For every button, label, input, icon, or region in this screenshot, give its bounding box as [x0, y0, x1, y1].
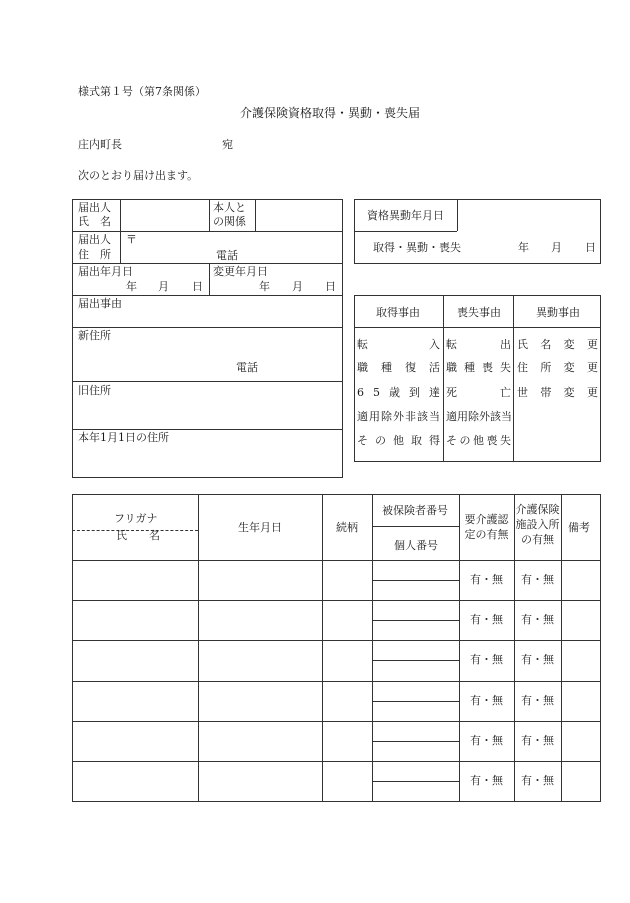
notifier-phone-label: 電話 [216, 249, 238, 262]
birth-date-header: 生年月日 [238, 521, 282, 534]
relation-label-1: 本人と [213, 201, 246, 214]
loss-reason-item[interactable]: そ の 他 喪 失 [446, 434, 511, 447]
change-date-label: 変更年月日 [213, 265, 268, 278]
loss-reason-item[interactable]: 職 種 喪 失 [446, 361, 511, 374]
qualification-day: 日 [585, 241, 596, 254]
furigana-header: フリガナ [114, 512, 158, 525]
submit-month: 月 [158, 280, 169, 293]
care-choice[interactable]: 有・無 [470, 653, 503, 666]
facility-choice[interactable]: 有・無 [521, 573, 554, 586]
new-address-field[interactable] [73, 328, 342, 381]
change-reason-item[interactable]: 氏 名 変 更 [517, 338, 598, 351]
notifier-address-label-1: 届出人 [78, 233, 111, 246]
loss-reason-header: 喪失事由 [457, 306, 501, 319]
care-choice[interactable]: 有・無 [470, 573, 503, 586]
care-choice[interactable]: 有・無 [470, 613, 503, 626]
relation-field[interactable] [256, 200, 342, 231]
care-choice[interactable]: 有・無 [470, 694, 503, 707]
change-reason-header: 異動事由 [536, 306, 580, 319]
loss-reason-item[interactable]: 死 亡 [446, 386, 511, 399]
reason-label: 届出事由 [78, 297, 122, 310]
acquisition-reason-item[interactable]: 職 種 復 活 [357, 361, 440, 374]
intro-text: 次のとおり届け出ます。 [78, 169, 199, 182]
remarks-header: 備考 [568, 521, 590, 534]
personal-number-header: 個人番号 [394, 539, 438, 552]
new-phone-label: 電話 [236, 361, 258, 374]
submit-year: 年 [126, 280, 137, 293]
notifier-name-field[interactable] [121, 200, 209, 231]
jan1-address-field[interactable] [73, 430, 342, 477]
qualification-month: 月 [551, 241, 562, 254]
acquisition-reason-item[interactable]: 転 入 [357, 338, 440, 351]
notifier-name-label-2: 氏 名 [78, 215, 111, 228]
insured-number-header: 被保険者番号 [382, 504, 448, 517]
new-address-label: 新住所 [78, 329, 111, 342]
change-month: 月 [292, 280, 303, 293]
form-title: 介護保険資格取得・異動・喪失届 [240, 106, 421, 120]
name-header: 氏 名 [116, 529, 160, 542]
old-address-field[interactable] [73, 382, 342, 429]
change-kinds[interactable]: 取得・異動・喪失 [373, 241, 461, 254]
facility-choice[interactable]: 有・無 [521, 653, 554, 666]
acquisition-reason-item[interactable]: 6 5 歳 到 達 [357, 386, 440, 399]
qualification-change-date-label: 資格異動年月日 [367, 209, 444, 222]
honorific: 宛 [222, 138, 233, 151]
form-number: 様式第１号（第7条関係） [78, 85, 206, 98]
loss-reason-item[interactable]: 適 用 除 外 該 当 [446, 410, 512, 423]
care-certification-header: 要介護認 定の有無 [464, 513, 509, 541]
notifier-address-field[interactable] [121, 232, 342, 263]
addressee: 庄内町長 [78, 138, 122, 151]
relation-label-2: の関係 [213, 215, 246, 228]
acquisition-reason-item[interactable]: そ の 他 取 得 [357, 434, 440, 447]
old-address-label: 旧住所 [78, 384, 111, 397]
loss-reason-item[interactable]: 転 出 [446, 338, 511, 351]
facility-choice[interactable]: 有・無 [521, 613, 554, 626]
submit-date-label: 届出年月日 [78, 265, 133, 278]
acquisition-reason-item[interactable]: 適 用 除 外 非 該 当 [357, 410, 440, 423]
notifier-address-label-2: 住 所 [78, 248, 111, 261]
submit-day: 日 [192, 280, 203, 293]
jan1-address-label: 本年1月1日の住所 [78, 431, 169, 444]
facility-choice[interactable]: 有・無 [521, 734, 554, 747]
qualification-year: 年 [518, 241, 529, 254]
care-choice[interactable]: 有・無 [470, 734, 503, 747]
change-year: 年 [259, 280, 270, 293]
facility-admission-header: 介護保険 施設入所 の有無 [515, 503, 560, 546]
care-choice[interactable]: 有・無 [470, 774, 503, 787]
postal-mark: 〒 [126, 233, 137, 246]
facility-choice[interactable]: 有・無 [521, 774, 554, 787]
facility-choice[interactable]: 有・無 [521, 694, 554, 707]
change-reason-item[interactable]: 世 帯 変 更 [517, 386, 598, 399]
change-day: 日 [325, 280, 336, 293]
notifier-name-label-1: 届出人 [78, 201, 111, 214]
relationship-header: 続柄 [336, 521, 358, 534]
reason-field[interactable] [73, 296, 342, 327]
change-reason-item[interactable]: 住 所 変 更 [517, 361, 598, 374]
acquisition-reason-header: 取得事由 [376, 306, 420, 319]
